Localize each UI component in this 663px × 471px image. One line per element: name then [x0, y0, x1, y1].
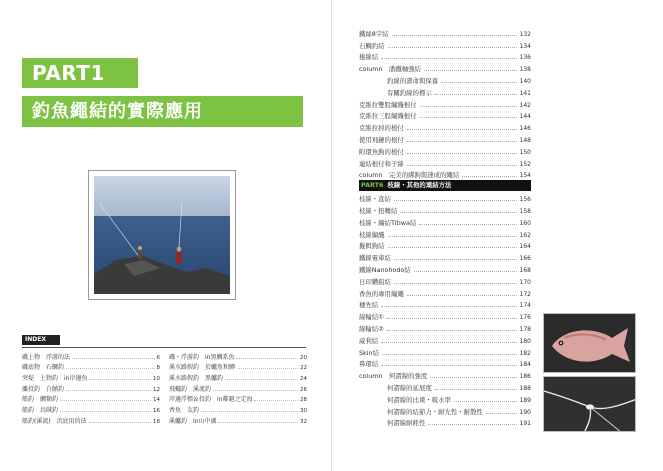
toc-entry[interactable]	[359, 215, 531, 227]
toc-page-number: 186	[519, 373, 531, 381]
index-item[interactable]: 飛蠅釣 溪流釣 26	[169, 385, 307, 393]
toc-entry[interactable]	[359, 97, 531, 109]
dot-leader	[430, 376, 516, 378]
toc-page-number: 132	[519, 30, 531, 38]
part-title: 枝線・其他的連結方法	[387, 180, 452, 189]
table-of-contents	[359, 26, 531, 427]
index-item[interactable]: 溪水路假釣 於鱸魚和鱒 22	[169, 364, 307, 372]
toc-entry-title: 克維拉雙股編織根付	[359, 100, 417, 109]
dot-leader	[462, 175, 516, 177]
toc-group	[359, 26, 531, 179]
toc-entry[interactable]	[359, 203, 531, 215]
dot-leader	[394, 199, 517, 201]
toc-page-number: 148	[519, 136, 531, 144]
toc-page-number: 168	[519, 266, 531, 274]
toc-entry[interactable]	[359, 156, 531, 168]
fishing-photo	[88, 170, 236, 300]
toc-entry-title: 何謂線的延展度	[387, 383, 432, 392]
photo-red-snapper-icon	[544, 314, 636, 373]
index-item[interactable]: 磯・浮游釣 in黑鯛系魚 20	[169, 353, 307, 361]
toc-entry-title: 石鯛釣結	[359, 41, 385, 50]
toc-entry[interactable]	[359, 416, 531, 428]
dot-leader	[392, 34, 517, 36]
dot-leader	[382, 353, 517, 355]
toc-entry-title: 鼻環結	[359, 360, 379, 369]
toc-page-number: 182	[519, 349, 531, 357]
index-item[interactable]: 船釣 烏賊釣 16	[22, 407, 160, 415]
toc-entry[interactable]	[359, 274, 531, 286]
dot-leader	[419, 223, 516, 225]
toc-entry-title: 枝線編織	[359, 230, 385, 239]
toc-entry[interactable]	[359, 120, 531, 132]
toc-page-number: 164	[519, 243, 531, 251]
dot-leader	[414, 270, 517, 272]
toc-page-number: 166	[519, 255, 531, 263]
toc-entry[interactable]	[359, 345, 531, 357]
index-item[interactable]: 船釣 鯛類釣 14	[22, 396, 160, 404]
toc-entry-title: 何謂線的結節力・耐光性・耐散性	[387, 407, 483, 416]
dot-leader	[407, 294, 517, 296]
dot-leader	[435, 388, 517, 390]
toc-entry-title: 威利結	[359, 336, 379, 345]
index-item[interactable]: 香魚 友釣 30	[169, 407, 307, 415]
page-title: 釣魚繩結的實際應用	[22, 96, 303, 127]
toc-entry-title: 鐵線電車結	[359, 254, 391, 263]
toc-page-number: 191	[519, 420, 531, 428]
toc-entry[interactable]	[359, 132, 531, 144]
dot-leader	[388, 235, 517, 237]
dot-leader	[381, 364, 516, 366]
toc-page-number: 152	[519, 160, 531, 168]
toc-entry-title: 附環魚鉤的根付	[359, 147, 404, 156]
toc-entry[interactable]	[359, 26, 531, 38]
toc-page-number: 140	[519, 77, 531, 85]
index-item[interactable]: 船釣(溪流) 沉底用的法 18	[22, 417, 160, 425]
toc-entry-title: 線輪結①	[359, 313, 384, 322]
dot-leader	[394, 258, 517, 260]
toc-page-number: 190	[519, 408, 531, 416]
toc-entry-title: 日印鑽鉛結	[359, 277, 391, 286]
toc-page-number: 176	[519, 314, 531, 322]
divider	[22, 347, 306, 348]
toc-entry[interactable]	[359, 333, 531, 345]
index-item[interactable]: 灘投釣 白鱚釣 12	[22, 385, 160, 393]
toc-entry-title: 釣線的壽命與保養	[387, 76, 439, 85]
dot-leader	[420, 116, 517, 118]
toc-entry[interactable]	[359, 109, 531, 121]
toc-entry-title: 線輪結②	[359, 324, 384, 333]
toc-entry-title: 使用飛鏈的根付	[359, 135, 404, 144]
index-tag: INDEX	[22, 335, 60, 345]
toc-page-number: 188	[519, 384, 531, 392]
toc-column-entry[interactable]	[359, 368, 531, 380]
toc-entry-title: 鐵線Nanohodo結	[359, 265, 411, 274]
part-label: PART1	[22, 58, 138, 88]
index-left-column	[22, 350, 160, 425]
toc-entry-title: 枝線・編結Titiwa結	[359, 218, 417, 227]
toc-entry-title: 香魚的專用編繩	[359, 289, 404, 298]
index-item[interactable]: 突堤 上物釣 in岸邊魚 10	[22, 375, 160, 383]
index-item[interactable]: 磯上物 浮游的法 6	[22, 353, 160, 361]
index-item[interactable]: 溪鱸釣 in山中湖 32	[169, 417, 307, 425]
toc-entry-title: 克維拉掉的根付	[359, 124, 404, 133]
toc-entry-title: column 潘鐵軸強結	[359, 65, 421, 74]
toc-page-number: 158	[519, 207, 531, 215]
toc-page-number: 184	[519, 361, 531, 369]
toc-page-number: 141	[519, 89, 531, 97]
toc-entry[interactable]	[359, 191, 531, 203]
photo-knot-closeup-icon	[544, 377, 636, 432]
book-spine	[331, 0, 332, 471]
dot-leader	[381, 341, 516, 343]
toc-entry-title: 穗先結	[359, 301, 379, 310]
toc-entry[interactable]	[359, 38, 531, 50]
toc-page-number: 189	[519, 396, 531, 404]
toc-entry-title: 連結根付和子線	[359, 159, 404, 168]
toc-page-number: 170	[519, 278, 531, 286]
toc-column-entry[interactable]	[359, 168, 531, 180]
toc-entry[interactable]	[359, 85, 531, 97]
toc-page-number: 174	[519, 302, 531, 310]
dot-leader	[388, 46, 517, 48]
toc-page-number: 156	[519, 196, 531, 204]
toc-entry[interactable]	[359, 286, 531, 298]
toc-entry[interactable]	[359, 239, 531, 251]
index-right-column	[169, 350, 307, 425]
toc-entry[interactable]	[359, 73, 531, 85]
dot-leader	[387, 317, 517, 319]
toc-page-number: 172	[519, 290, 531, 298]
toc-entry[interactable]	[359, 250, 531, 262]
toc-column-entry[interactable]	[359, 61, 531, 73]
dot-leader	[394, 282, 517, 284]
toc-entry[interactable]	[359, 321, 531, 333]
toc-page-number: 146	[519, 125, 531, 133]
toc-page-number: 134	[519, 42, 531, 50]
dot-leader	[486, 412, 517, 414]
toc-entry-title: 捲線結	[359, 53, 379, 62]
toc-group	[359, 191, 531, 427]
dot-leader	[381, 305, 516, 307]
photo-fishing-rocks-icon	[94, 176, 230, 294]
toc-page-number: 142	[519, 101, 531, 109]
toc-entry-title: 枝線・直結	[359, 195, 391, 204]
toc-entry-title: 枝線・扭轉結	[359, 206, 398, 215]
toc-page-number: 136	[519, 54, 531, 62]
toc-page-number: 160	[519, 219, 531, 227]
part-number: PART6	[361, 180, 384, 189]
toc-entry-title: Skin結	[359, 348, 379, 357]
dot-leader	[454, 400, 517, 402]
dot-leader	[400, 211, 516, 213]
dot-leader	[387, 329, 517, 331]
index-item[interactable]: 磯底物 石鯛釣 8	[22, 364, 160, 372]
toc-entry-title: 克維拉三股編織根付	[359, 112, 417, 121]
dot-leader	[407, 128, 517, 130]
index-item[interactable]: 岸邊浮標＆投釣 in鄰避之定海 28	[169, 396, 307, 404]
dot-leader	[428, 423, 516, 425]
dot-leader	[407, 152, 517, 154]
toc-entry[interactable]	[359, 298, 531, 310]
dot-leader	[407, 140, 517, 142]
toc-entry-title: 何謂線耐耗性	[387, 419, 426, 428]
toc-entry-title: 鐵絲8字結	[359, 29, 389, 38]
toc-entry[interactable]	[359, 227, 531, 239]
toc-page-number: 178	[519, 325, 531, 333]
index-section	[22, 335, 307, 425]
toc-page-number: 154	[519, 172, 531, 180]
toc-page-number: 180	[519, 337, 531, 345]
part-header	[359, 180, 531, 191]
toc-entry[interactable]	[359, 309, 531, 321]
toc-entry[interactable]	[359, 144, 531, 156]
knot-photo	[543, 376, 636, 432]
dot-leader	[407, 164, 517, 166]
toc-entry[interactable]	[359, 50, 531, 62]
dot-leader	[441, 81, 516, 83]
toc-page-number: 150	[519, 148, 531, 156]
toc-entry-title: column 完美的綁鉤與速成的繩結	[359, 171, 460, 180]
dot-leader	[424, 69, 517, 71]
toc-entry-title: 何謂線的比重・吸水率	[387, 395, 451, 404]
dot-leader	[388, 246, 517, 248]
index-item[interactable]: 溪水路假釣 黑鱸釣 24	[169, 375, 307, 383]
toc-page-number: 162	[519, 231, 531, 239]
dot-leader	[435, 93, 517, 95]
toc-entry-title: 擬餌鉤結	[359, 242, 385, 251]
toc-entry[interactable]	[359, 392, 531, 404]
dot-leader	[420, 105, 517, 107]
toc-entry[interactable]	[359, 357, 531, 369]
toc-page-number: 144	[519, 113, 531, 121]
toc-entry-title: column 何謂線的強度	[359, 372, 428, 381]
toc-entry-title: 有關釣線的標示	[387, 88, 432, 97]
toc-entry[interactable]	[359, 404, 531, 416]
toc-entry[interactable]	[359, 262, 531, 274]
dot-leader	[381, 57, 516, 59]
snapper-photo	[543, 313, 636, 373]
toc-page-number: 138	[519, 66, 531, 74]
toc-entry[interactable]	[359, 380, 531, 392]
